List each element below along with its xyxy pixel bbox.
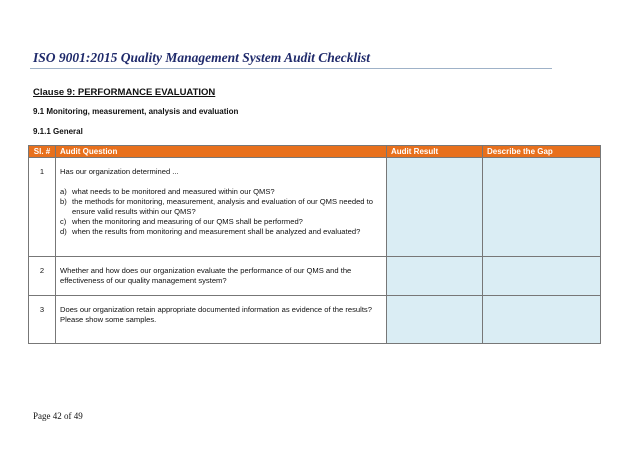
page-number: Page 42 of 49 — [33, 411, 83, 421]
sub-item-label: c) — [60, 217, 67, 226]
describe-gap-cell[interactable] — [483, 158, 601, 257]
row-sl-number: 1 — [29, 158, 56, 257]
row-audit-question: Whether and how does our organization evaluate the performance of our QMS and the effectiveness of our quality management system? — [56, 257, 387, 296]
sub-item-text: what needs to be monitored and measured within our QMS? — [72, 187, 275, 196]
describe-gap-cell[interactable] — [483, 257, 601, 296]
question-sub-item — [60, 227, 382, 237]
row-sl-number: 2 — [29, 257, 56, 296]
question-sub-item — [60, 217, 382, 227]
question-sub-item — [60, 187, 382, 197]
document-title: ISO 9001:2015 Quality Management System Audit Checklist — [33, 50, 371, 65]
row-audit-question — [56, 158, 387, 257]
header-audit-question: Audit Question — [56, 146, 387, 158]
subsection-heading: 9.1.1 General — [33, 127, 83, 136]
sub-item-label: b) — [60, 197, 67, 206]
header-sl-number: Sl. # — [29, 146, 56, 158]
audit-result-cell[interactable] — [387, 158, 483, 257]
title-divider — [30, 68, 552, 69]
table-row — [29, 296, 601, 344]
row-sl-number: 3 — [29, 296, 56, 344]
clause-heading: Clause 9: PERFORMANCE EVALUATION — [33, 87, 216, 98]
question-sub-item — [60, 197, 382, 217]
sub-item-label: d) — [60, 227, 67, 236]
row-audit-question: Does our organization retain appropriate documented information as evidence of the results? Please show some samples. — [56, 296, 387, 344]
sub-item-label: a) — [60, 187, 67, 196]
sub-item-text: the methods for monitoring, measurement, analysis and evaluation of our QMS needed to ensure valid results within our QMS? — [72, 197, 373, 216]
header-audit-result: Audit Result — [387, 146, 483, 158]
table-row — [29, 158, 601, 257]
table-header-row — [29, 146, 601, 158]
describe-gap-cell[interactable] — [483, 296, 601, 344]
audit-checklist-table — [28, 145, 601, 344]
sub-item-text: when the monitoring and measuring of our QMS shall be performed? — [72, 217, 303, 226]
audit-result-cell[interactable] — [387, 296, 483, 344]
audit-result-cell[interactable] — [387, 257, 483, 296]
question-intro: Has our organization determined ... — [60, 167, 179, 176]
sub-item-text: when the results from monitoring and measurement shall be analyzed and evaluated? — [72, 227, 361, 236]
header-describe-gap: Describe the Gap — [483, 146, 601, 158]
section-heading: 9.1 Monitoring, measurement, analysis and evaluation — [33, 107, 239, 116]
table-row — [29, 257, 601, 296]
